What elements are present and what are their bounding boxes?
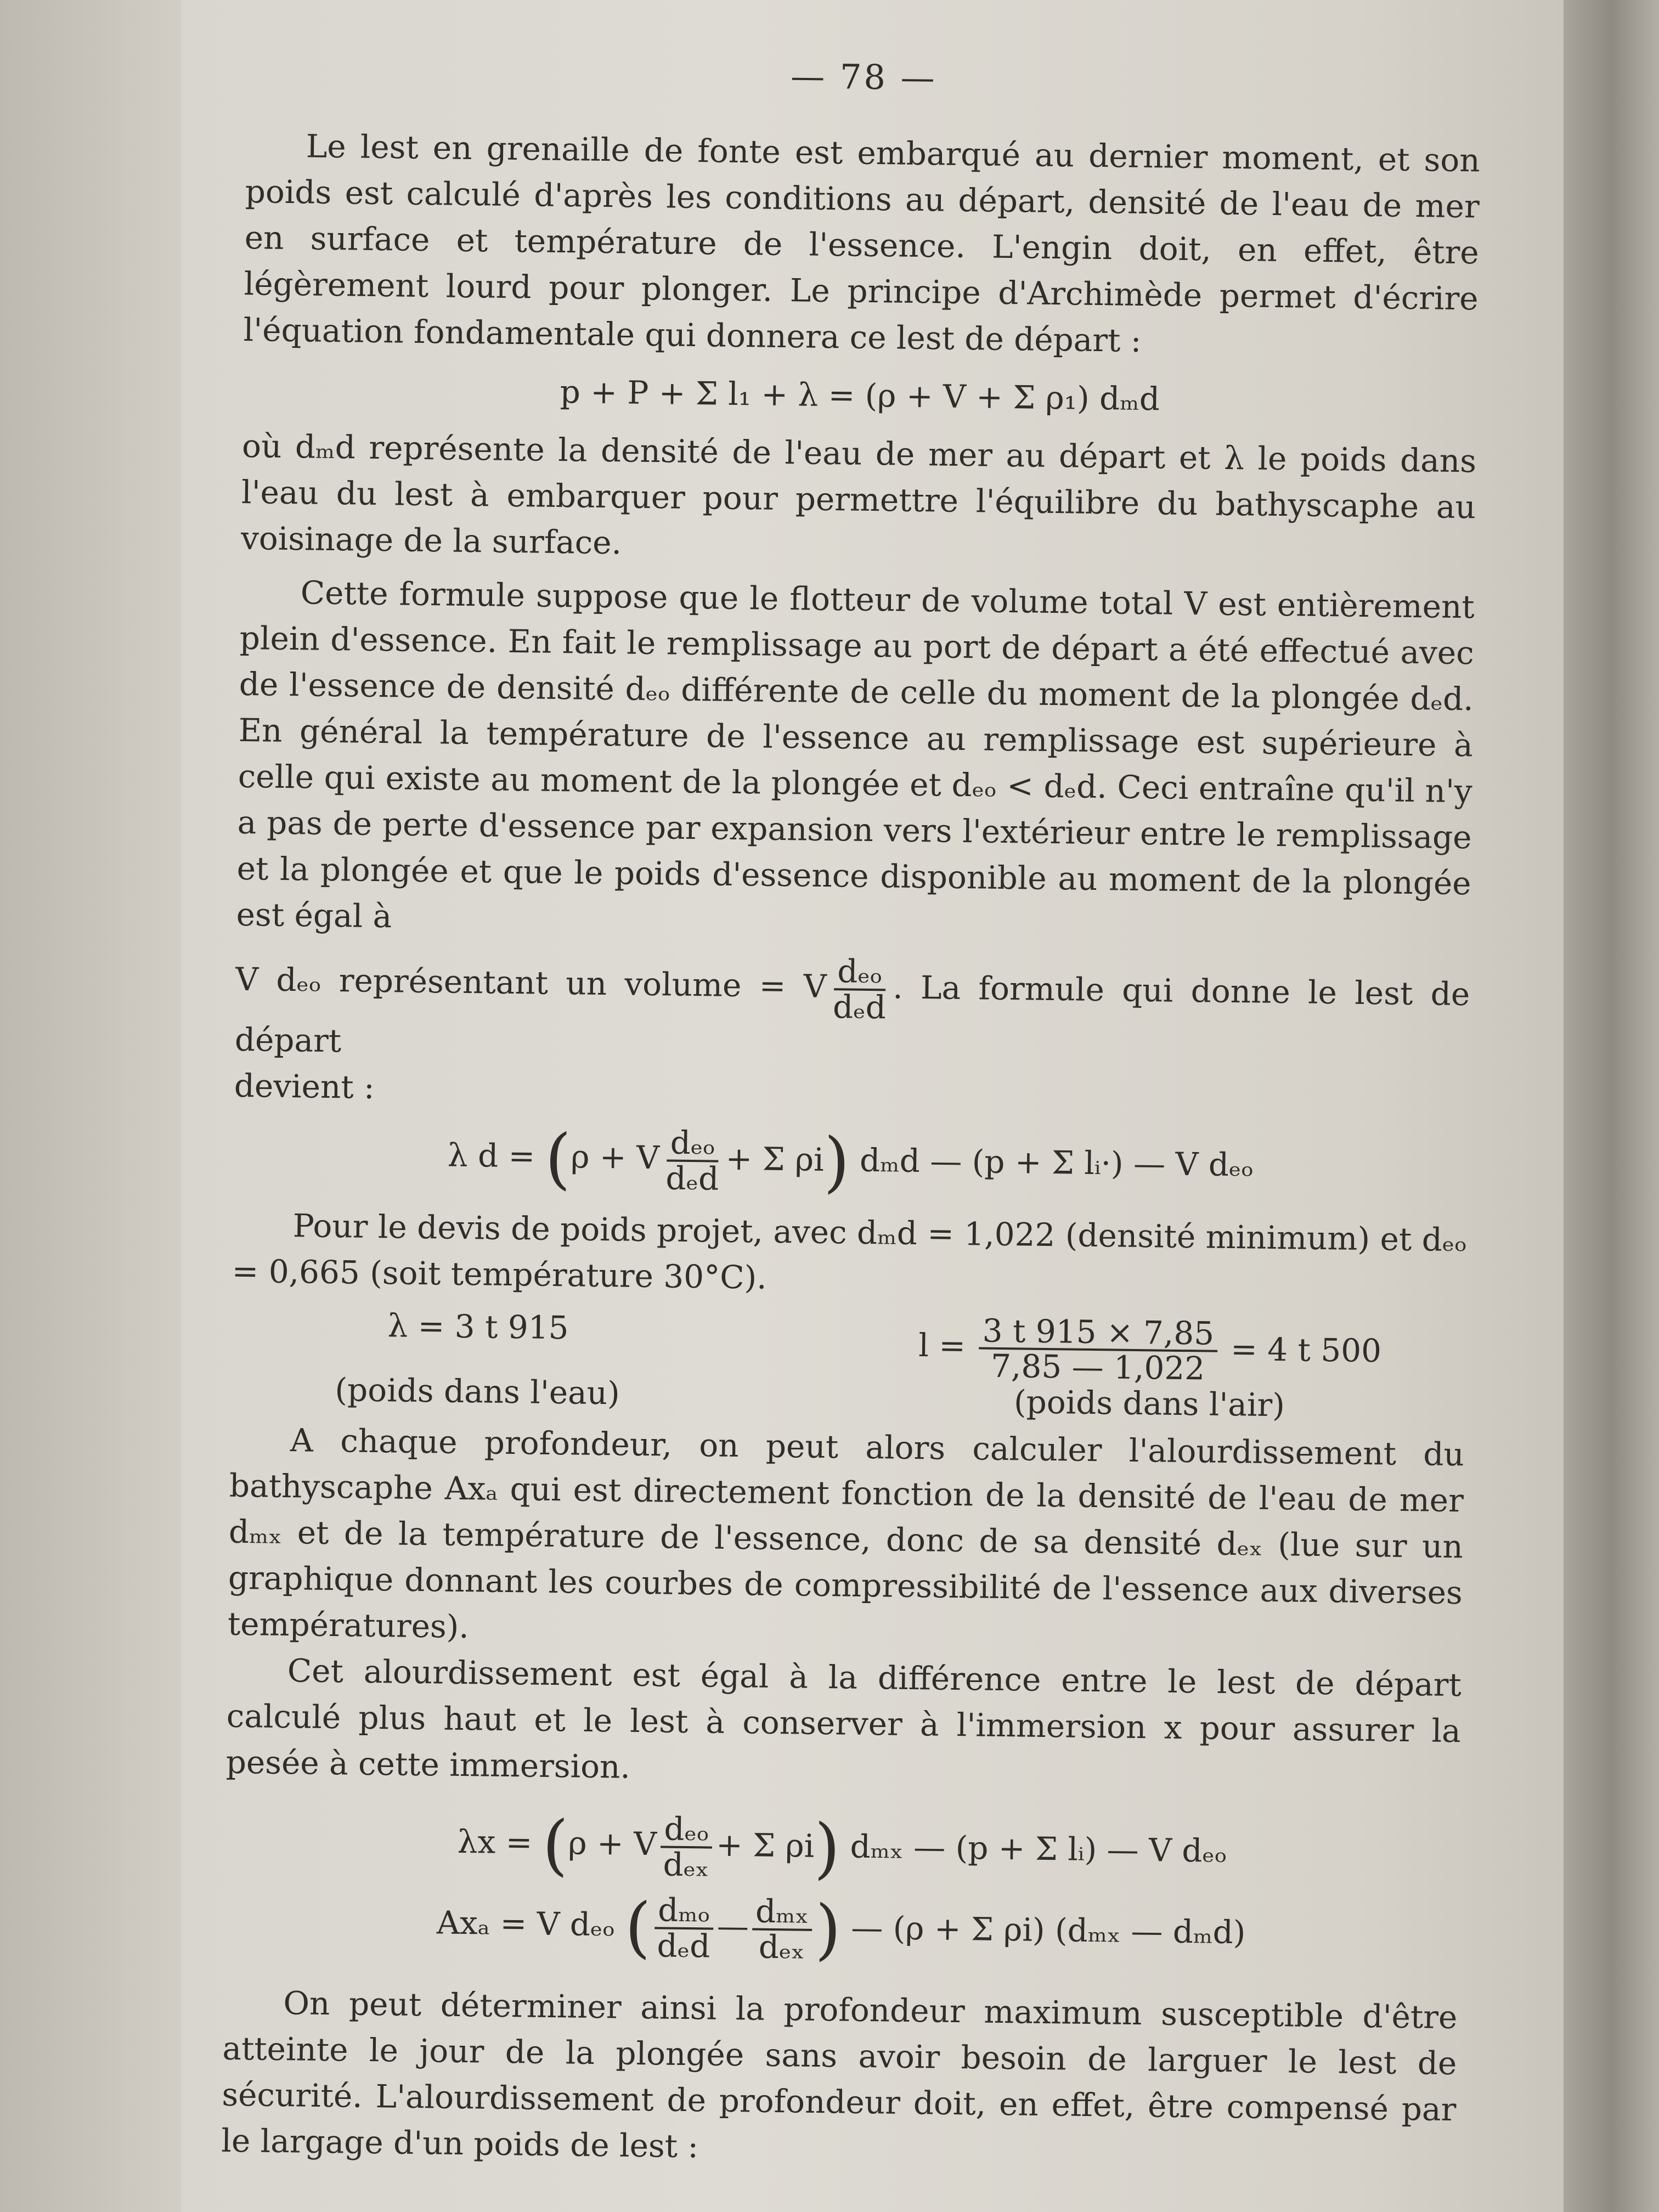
fraction-numerator: 3 t 915 × 7,85 <box>979 1314 1217 1352</box>
fraction-denominator: dₑₓ <box>663 1846 710 1884</box>
results-row <box>230 1305 1466 1426</box>
fraction-deo-ded <box>830 952 890 1026</box>
fraction-denominator: 7,85 — 1,022 <box>990 1347 1205 1387</box>
left-page-edge <box>0 0 181 2212</box>
fraction-numerator: dₑₒ <box>667 1126 719 1162</box>
equation-2-term: ρ + V <box>571 1138 660 1177</box>
paragraph-6: Pour le devis de poids projet, avec dₘd = 1,022 (densité minimum) et dₑₒ = 0,665 (soit température 30°C). <box>232 1206 1468 1296</box>
result-l-formula <box>834 1312 1465 1389</box>
equation-4-rest: — (ρ + Σ ρi) (dₘₓ — dₘd) <box>850 1909 1246 1951</box>
result-l-fraction <box>979 1314 1218 1386</box>
paragraph-4-start: V dₑₒ représentant un volume = V <box>235 960 827 1005</box>
paragraph-2: où dₘd représente la densité de l'eau de mer au départ et λ le poids dans l'eau du lest à embarquer pour permettre l'équilibre du bathyscaphe au voisinage de la surface. <box>240 427 1477 562</box>
fraction-denominator: dₑd <box>665 1159 719 1198</box>
paragraph-9: On peut déterminer ainsi la profondeur maximum susceptible d'être atteinte le jour de la plongée sans avoir besoin de larguer le lest de sécurité. L'alourdissement de profondeur doit, en effet, être compensé par le largage d'un poids de lest : <box>221 1984 1458 2165</box>
paragraph-3: Cette formule suppose que le flotteur de volume total V est entièrement plein d'essence. En fait le remplissage au port de départ a été effectué avec de l'essence de densité dₑₒ différente de celle du moment de la plongée dₑd. En général la température de l'essence au remplissage est supérieure à celle qui existe au moment de la plongée et dₑₒ < dₑd. Ceci entraîne qu'il n'y a pas de perte d'essence par expansion vers l'extérieur entre le remplissage et la plongée et que le poids d'essence disponible au moment de la plongée est égal à <box>236 574 1475 935</box>
equation-3-sum: + Σ ρi <box>715 1826 815 1865</box>
close-paren-icon: ) <box>823 1124 850 1201</box>
equation-4-minus: — <box>716 1907 749 1945</box>
result-l-caption: (poids dans l'air) <box>1013 1383 1285 1424</box>
equation-4-fraction-2 <box>752 1892 812 1966</box>
equation-3-rest: dₘₓ — (p + Σ lᵢ) — V dₑₒ <box>850 1827 1227 1870</box>
equation-3-lhs: λx = <box>457 1823 533 1861</box>
equation-3 <box>224 1807 1459 1891</box>
fraction-denominator: dₑd <box>832 988 887 1026</box>
equation-4 <box>224 1888 1459 1972</box>
equation-2-lhs: λ d = <box>447 1136 535 1175</box>
fraction-numerator: dₑₒ <box>834 955 886 991</box>
fraction-numerator: dₘₓ <box>752 1895 812 1931</box>
result-lambda <box>230 1305 725 1413</box>
equation-2-rest: dₘd — (p + Σ lᵢ·) — V dₑₒ <box>859 1141 1254 1184</box>
close-paren-icon: ) <box>814 1810 840 1887</box>
paragraph-7: A chaque profondeur, on peut alors calculer l'alourdissement du bathyscaphe Axₐ qui est directement fonction de la densité de l'eau de mer dₘₓ et de la température de l'essence, donc de sa densité dₑₓ (lue sur un graphique donnant les courbes de compressibilité de l'essence aux diverses températures). <box>227 1421 1465 1646</box>
equation-4-fraction-1 <box>653 1893 714 1963</box>
fraction-denominator: dₑₓ <box>758 1928 805 1966</box>
equation-1: p + P + Σ l₁ + λ = (ρ + V + Σ ρ₁) dₘd <box>560 373 1160 418</box>
equation-2-fraction <box>662 1124 723 1198</box>
equation-3-term: ρ + V <box>568 1824 657 1863</box>
page-gutter <box>1564 0 1659 2212</box>
fraction-numerator: dₘₒ <box>654 1893 714 1929</box>
paragraph-4 <box>234 947 1470 1077</box>
open-paren-icon: ( <box>624 1889 651 1966</box>
paragraph-1: Le lest en grenaille de fonte est embarqué au dernier moment, et son poids est calculé d'après les conditions au départ, densité de l'eau de mer en surface et température de l'essence. L'engin doit, en effet, être légèrement lourd pour plonger. Le principe d'Archimède permet d'écrire l'équation fondamentale qui donnera ce lest de départ : <box>243 127 1481 359</box>
result-lambda-value: λ = 3 t 915 <box>387 1306 569 1346</box>
result-l <box>834 1312 1466 1426</box>
equation-3-fraction <box>659 1810 713 1884</box>
open-paren-icon: ( <box>541 1807 569 1884</box>
result-l-lhs: l = <box>918 1326 966 1364</box>
result-lambda-caption: (poids dans l'eau) <box>335 1370 620 1412</box>
equation-4-lhs: Axₐ = V dₑₒ <box>436 1904 616 1944</box>
fraction-denominator: dₑd <box>657 1927 710 1965</box>
close-paren-icon: ) <box>815 1891 842 1968</box>
equation-2-sum: + Σ ρi <box>725 1139 825 1178</box>
page-content <box>221 49 1481 2179</box>
paragraph-4-end: . La formule qui donne le lest de départ <box>234 968 1470 1060</box>
page-number: — 78 — <box>790 56 938 98</box>
paragraph-5: devient : <box>234 1066 375 1106</box>
equation-2 <box>233 1121 1468 1205</box>
paragraph-8: Cet alourdissement est égal à la différence entre le lest de départ calculé plus haut et le lest à conserver à l'immersion x pour assurer la pesée à cette immersion. <box>225 1652 1462 1786</box>
fraction-numerator: dₑₒ <box>661 1813 713 1849</box>
open-paren-icon: ( <box>544 1120 572 1198</box>
result-l-value: = 4 t 500 <box>1230 1330 1382 1369</box>
